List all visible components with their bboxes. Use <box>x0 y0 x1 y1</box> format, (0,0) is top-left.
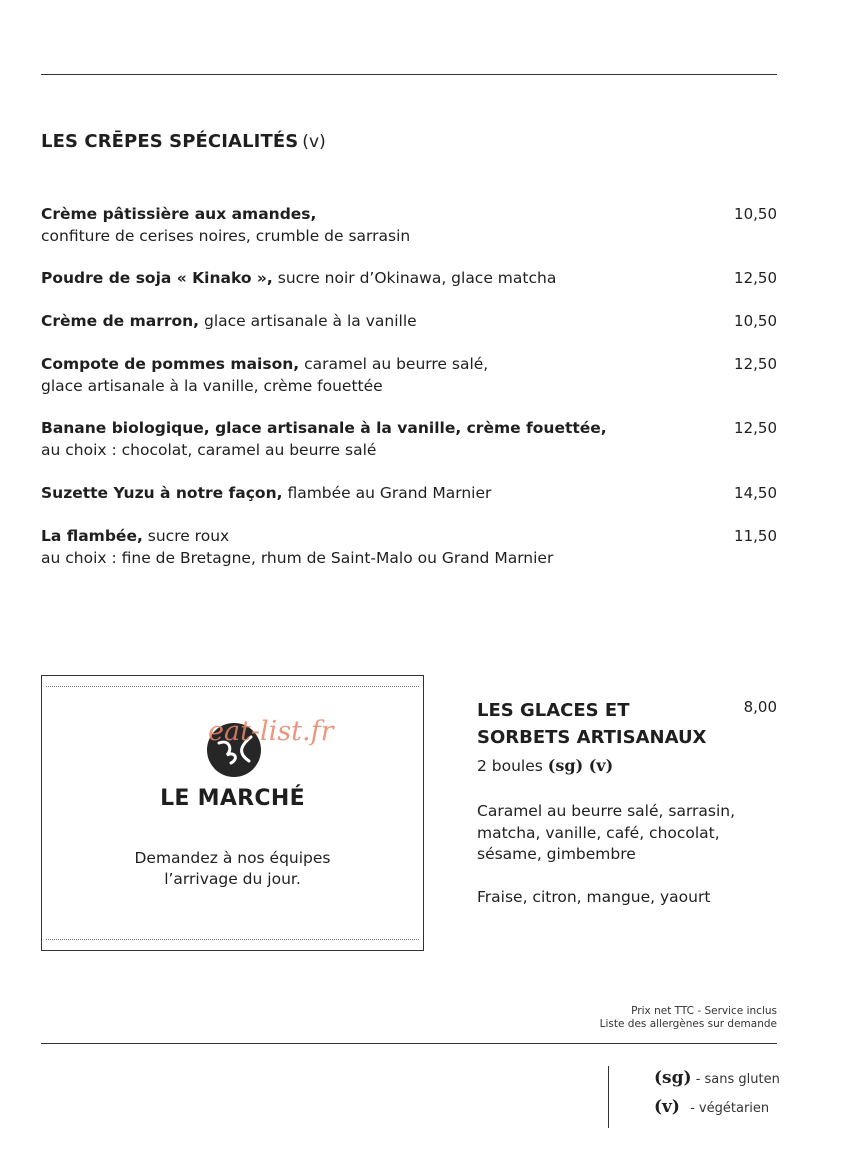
item-description: caramel au beurre salé, <box>299 355 489 373</box>
menu-item <box>41 418 777 461</box>
item-name: Compote de pommes maison, <box>41 355 300 373</box>
footnote-allergens: Liste des allergènes sur demande <box>599 1018 777 1030</box>
glaces-tags: (sg) (v) <box>547 756 614 775</box>
item-price: 10,50 <box>734 312 777 330</box>
dotted-divider <box>46 939 419 940</box>
item-price: 11,50 <box>734 527 777 545</box>
menu-item <box>41 526 777 569</box>
menu-item <box>41 483 777 505</box>
menu-item <box>41 268 777 290</box>
item-description-line2: au choix : chocolat, caramel au beurre salé <box>41 440 377 459</box>
le-marche-text <box>42 848 423 890</box>
item-name: Crème de marron, <box>41 312 200 330</box>
glaces-title: LES GLACES ET SORBETS ARTISANAUX <box>477 700 707 748</box>
item-name: Suzette Yuzu à notre façon, <box>41 484 283 502</box>
legend-label: - sans gluten <box>695 1072 780 1087</box>
le-marche-title: LE MARCHÉ <box>160 786 305 811</box>
glaces-portion: 2 boules <box>477 757 543 775</box>
item-description: sucre roux <box>142 527 230 545</box>
item-price: 12,50 <box>734 269 777 287</box>
item-description-line2: confiture de cerises noires, crumble de sarrasin <box>41 226 411 245</box>
legend-symbol: (v) <box>654 1097 680 1117</box>
legend-divider <box>608 1066 609 1128</box>
glaces-subtitle <box>477 755 777 777</box>
item-description: glace artisanale à la vanille <box>199 312 417 330</box>
legend-symbol: (sg) <box>654 1068 692 1088</box>
item-description-line2: glace artisanale à la vanille, crème fouettée <box>41 376 383 395</box>
menu-item <box>41 311 777 333</box>
dotted-divider <box>46 686 419 687</box>
watermark-text: eat-list.fr <box>208 716 334 747</box>
menu-item <box>41 204 777 247</box>
glaces-flavors: Caramel au beurre salé, sarrasin, matcha, vanille, café, chocolat, sésame, gimbembre <box>477 802 736 863</box>
bottom-divider <box>41 1043 777 1044</box>
footnote-price-info: Prix net TTC - Service inclus <box>631 1005 777 1017</box>
item-price: 10,50 <box>734 205 777 223</box>
glaces-section <box>477 697 777 908</box>
footnote <box>600 1005 777 1031</box>
item-name: Poudre de soja « Kinako », <box>41 269 273 287</box>
section-title <box>41 131 326 152</box>
menu-item <box>41 354 777 397</box>
glaces-flavors-fruit: Fraise, citron, mangue, yaourt <box>477 887 711 906</box>
le-marche-box <box>41 675 424 951</box>
item-name: Banane biologique, glace artisanale à la vanille, crème fouettée, <box>41 419 607 437</box>
le-marche-line1: Demandez à nos équipes <box>134 849 331 867</box>
item-price: 12,50 <box>734 419 777 437</box>
item-name: La flambée, <box>41 527 143 545</box>
item-description: flambée au Grand Marnier <box>282 484 492 502</box>
item-description-line2: au choix : fine de Bretagne, rhum de Saint-Malo ou Grand Marnier <box>41 548 554 567</box>
legend-label: - végétarien <box>690 1101 770 1116</box>
vegetarian-tag: (v) <box>302 132 326 152</box>
item-price: 14,50 <box>734 484 777 502</box>
le-marche-line2: l’arrivage du jour. <box>164 870 301 888</box>
legend-item <box>654 1097 769 1117</box>
section-title-text: LES CRĒPES SPÉCIALITÉS <box>41 131 299 152</box>
item-description: sucre noir d’Okinawa, glace matcha <box>272 269 557 287</box>
legend-item <box>654 1068 780 1088</box>
item-price: 12,50 <box>734 355 777 373</box>
item-name: Crème pâtissière aux amandes, <box>41 205 317 223</box>
top-divider <box>41 74 777 75</box>
glaces-price: 8,00 <box>743 698 777 716</box>
